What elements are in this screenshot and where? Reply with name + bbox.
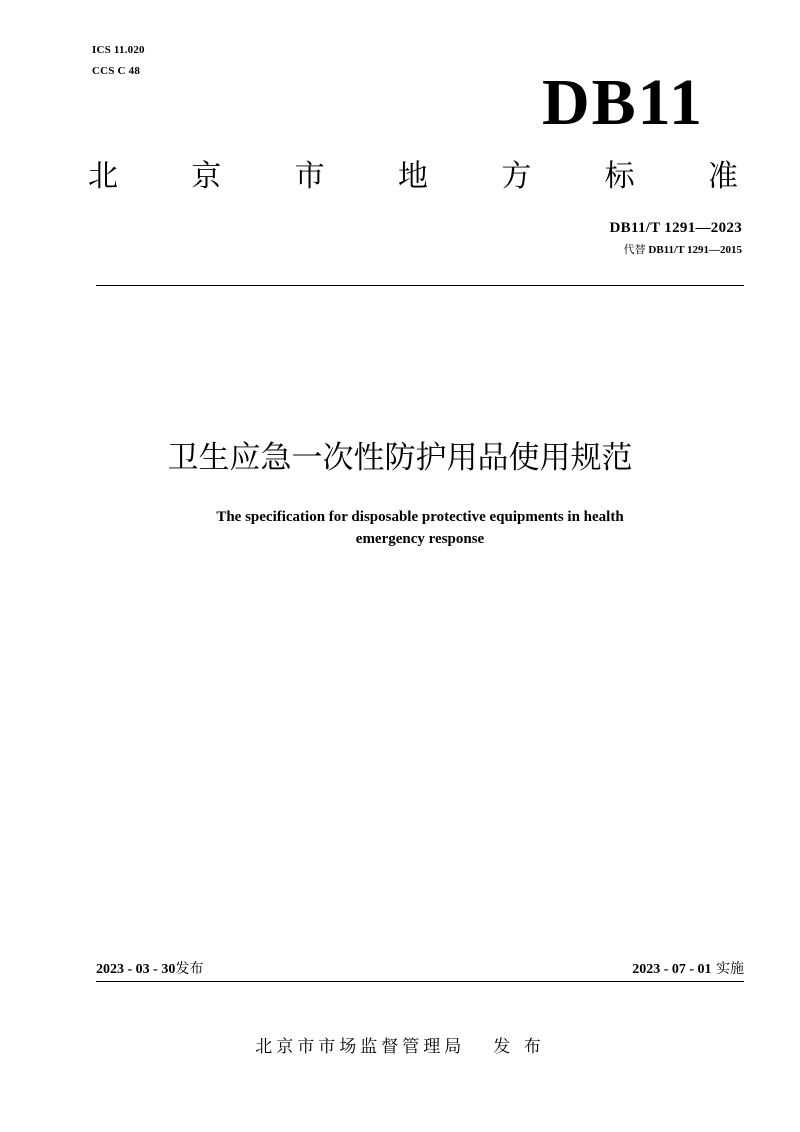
standard-type-char: 京 bbox=[191, 159, 222, 194]
footer-divider bbox=[96, 981, 744, 982]
db11-logo: DB11 bbox=[541, 66, 704, 139]
document-title-english bbox=[110, 506, 730, 550]
implementation-date: 2023 - 07 - 01 bbox=[632, 962, 712, 977]
issue-date: 2023 - 03 - 30 bbox=[96, 962, 176, 977]
ics-code: ICS 11.020 bbox=[92, 44, 145, 56]
implementation-date-block bbox=[632, 958, 744, 981]
replaced-standard-code: DB11/T 1291—2015 bbox=[648, 244, 742, 256]
replaced-standard bbox=[610, 240, 742, 260]
header-divider bbox=[96, 285, 744, 286]
standard-code: DB11/T 1291—2023 bbox=[609, 220, 742, 236]
standard-type-char: 北 bbox=[88, 159, 118, 194]
standard-type-char: 标 bbox=[604, 159, 635, 194]
ccs-code: CCS C 48 bbox=[92, 65, 141, 77]
standard-type-char: 市 bbox=[294, 159, 325, 194]
english-title-line-2: emergency response bbox=[355, 531, 485, 547]
publisher-name: 北京市市场监督管理局 bbox=[255, 1037, 466, 1057]
standard-type-char: 方 bbox=[501, 159, 532, 194]
english-title-line-1: The specification for disposable protective equipments in health bbox=[216, 509, 624, 525]
standard-type-heading bbox=[88, 150, 738, 196]
publisher-action: 发 布 bbox=[493, 1037, 545, 1057]
issue-label: 发布 bbox=[175, 961, 204, 977]
classification-codes bbox=[92, 40, 145, 82]
date-row bbox=[96, 958, 744, 982]
standard-type-char: 准 bbox=[707, 159, 738, 194]
implementation-label: 实施 bbox=[716, 961, 744, 977]
publisher-line bbox=[0, 1034, 800, 1060]
replace-label: 代替 bbox=[623, 243, 646, 256]
document-title-chinese: 卫生应急一次性防护用品使用规范 bbox=[167, 440, 633, 476]
standard-code-block bbox=[610, 216, 742, 260]
issue-date-block bbox=[96, 958, 203, 981]
standard-type-char: 地 bbox=[397, 159, 428, 194]
